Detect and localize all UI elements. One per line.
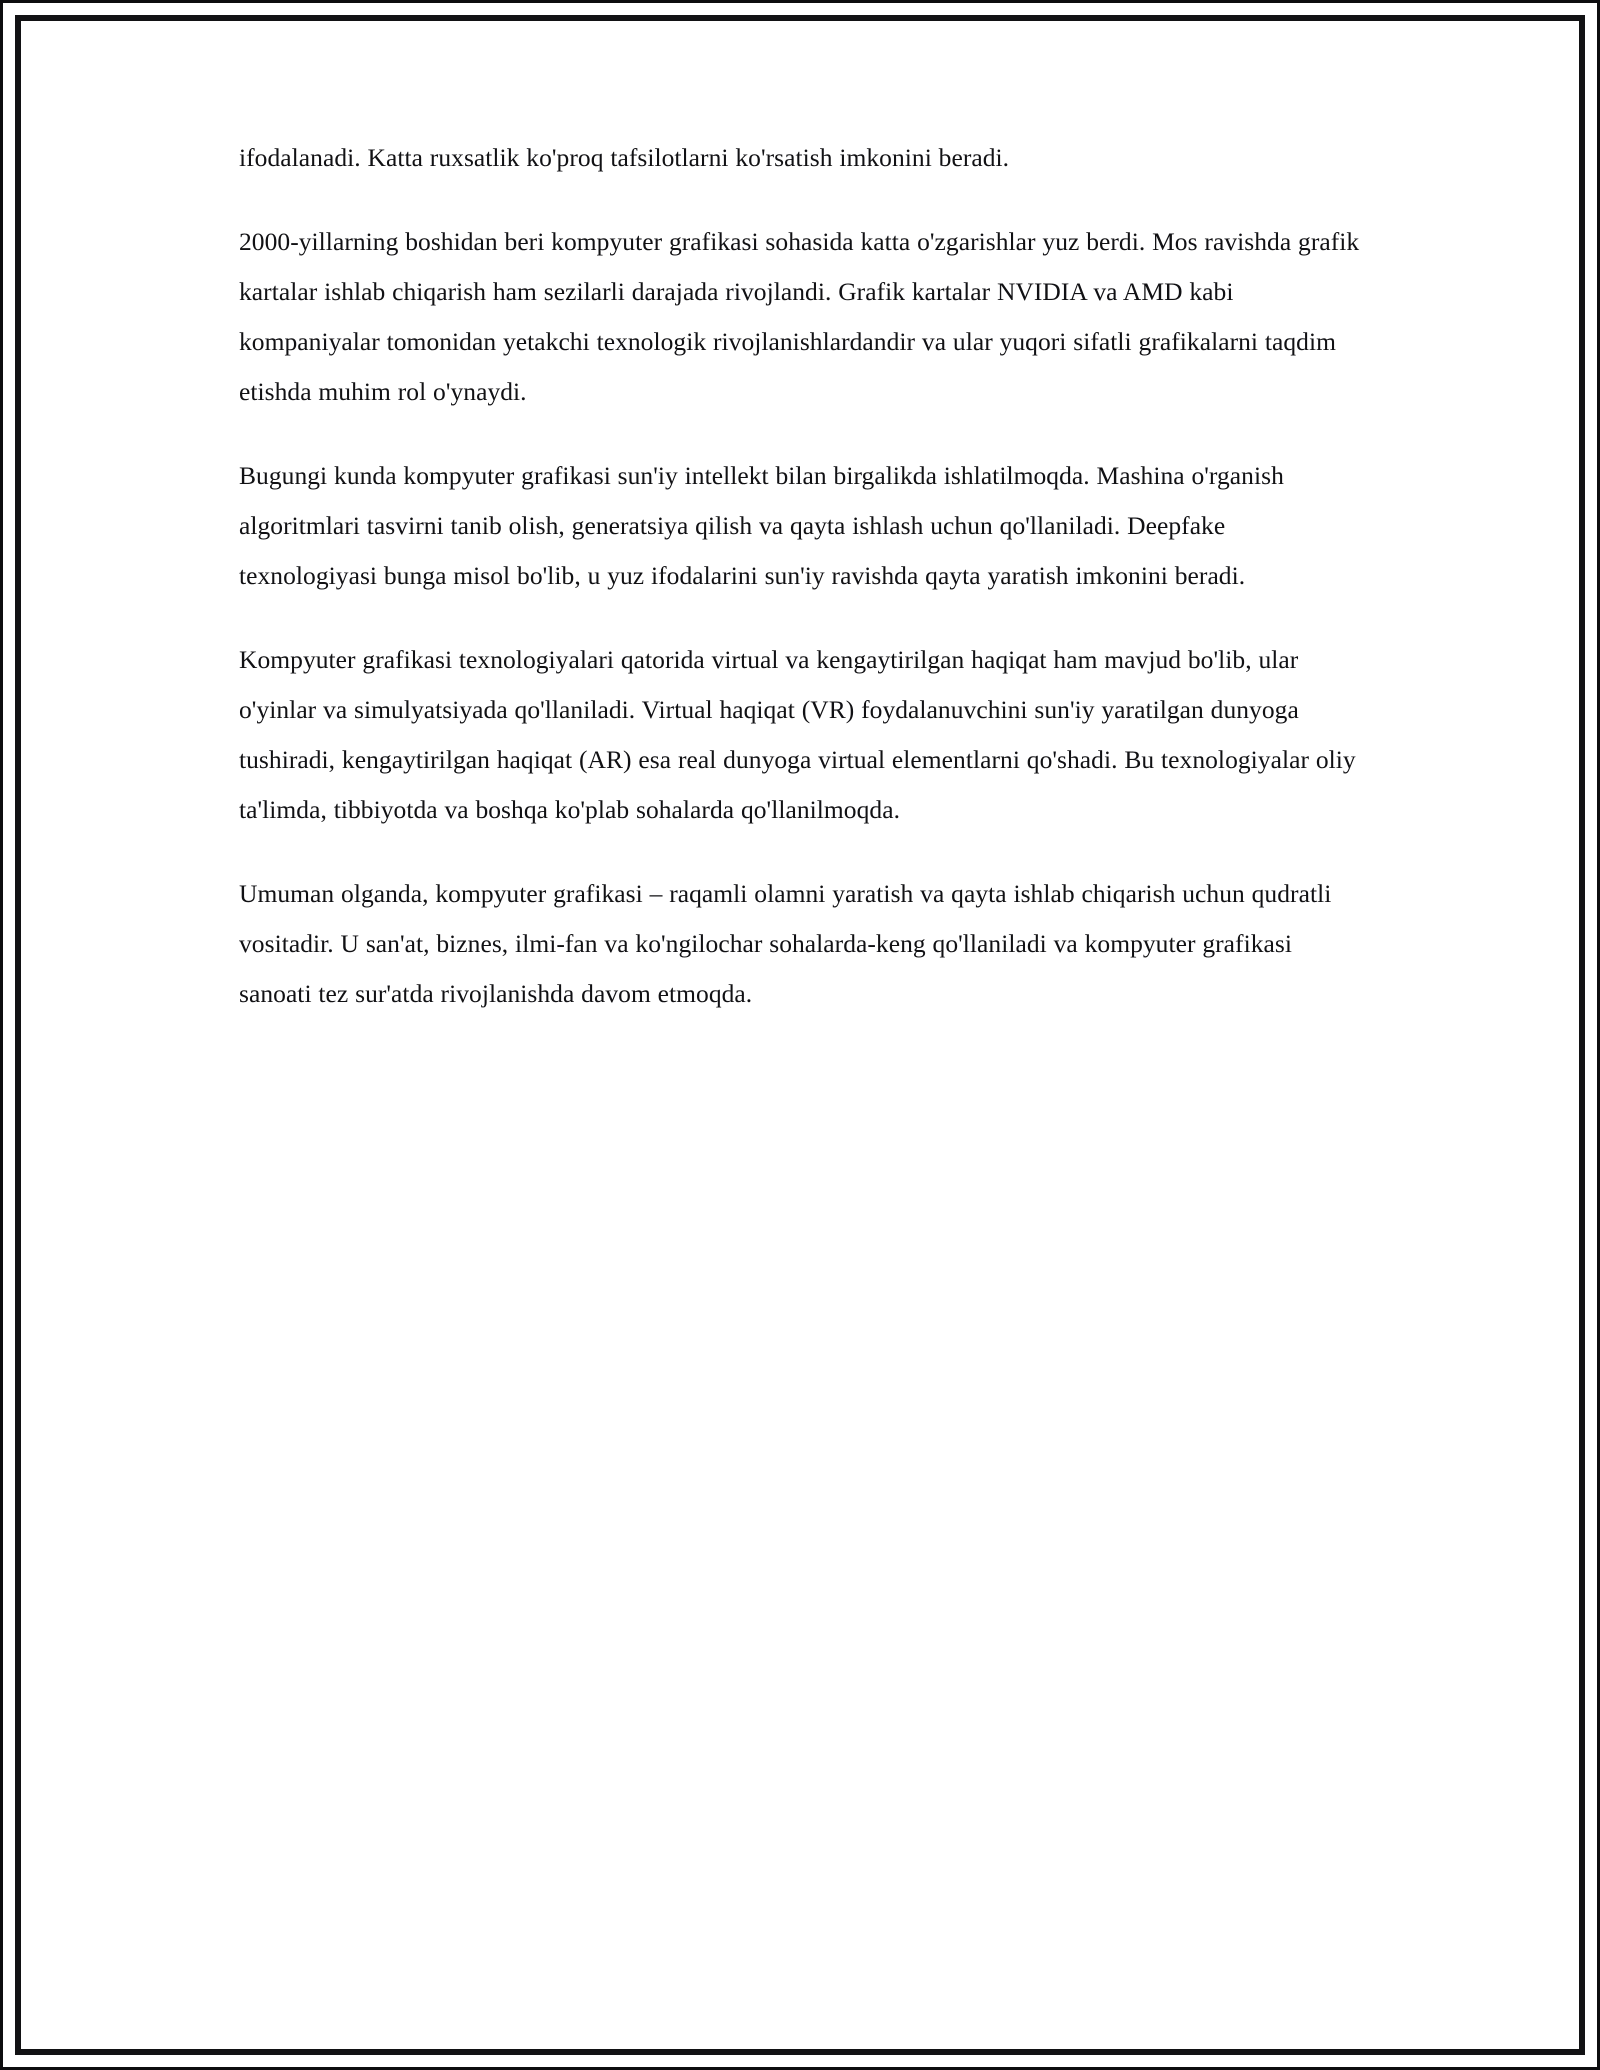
paragraph-4: Kompyuter grafikasi texnologiyalari qatorida virtual va kengaytirilgan haqiqat ham mavjud bo'lib, ular o'yinlar va simulyatsiyada qo'llaniladi. Virtual haqiqat (VR) foydalanuvchini sun'iy yaratilgan dunyoga tushiradi, kengaytirilgan haqiqat (AR) esa real dunyoga virtual elementlarni qo'shadi. Bu texnologiyalar oliy ta'limda, tibbiyotda va boshqa ko'plab sohalarda qo'llanilmoqda. bbox=[239, 645, 1356, 824]
paragraph-3: Bugungi kunda kompyuter grafikasi sun'iy intellekt bilan birgalikda ishlatilmoqda. Mashina o'rganish algoritmlari tasvirni tanib olish, generatsiya qilish va qayta ishlash uchun qo'llaniladi. Deepfake texnologiyasi bunga misol bo'lib, u yuz ifodalarini sun'iy ravishda qayta yaratish imkonini beradi. bbox=[239, 461, 1284, 590]
page-sheet bbox=[21, 21, 1579, 2049]
paragraph-1: ifodalanadi. Katta ruxsatlik ko'proq tafsilotlarni ko'rsatish imkonini beradi. bbox=[239, 143, 1010, 172]
paragraph-2: 2000-yillarning boshidan beri kompyuter grafikasi sohasida katta o'zgarishlar yuz berdi. Mos ravishda grafik kartalar ishlab chiqarish ham sezilarli darajada rivojlandi. Grafik kartalar NVIDIA va AMD kabi kompaniyalar tomonidan yetakchi texnologik rivojlanishlardandir va ular yuqori sifatli grafikalarni taqdim etishda muhim rol o'ynaydi. bbox=[239, 227, 1360, 406]
body-text-column bbox=[239, 133, 1367, 1019]
paragraph-5: Umuman olganda, kompyuter grafikasi – raqamli olamni yaratish va qayta ishlab chiqarish uchun qudratli vositadir. U san'at, biznes, ilmi-fan va ko'ngilochar sohalarda-keng qo'llaniladi va kompyuter grafikasi sanoati tez sur'atda rivojlanishda davom etmoqda. bbox=[239, 879, 1332, 1008]
